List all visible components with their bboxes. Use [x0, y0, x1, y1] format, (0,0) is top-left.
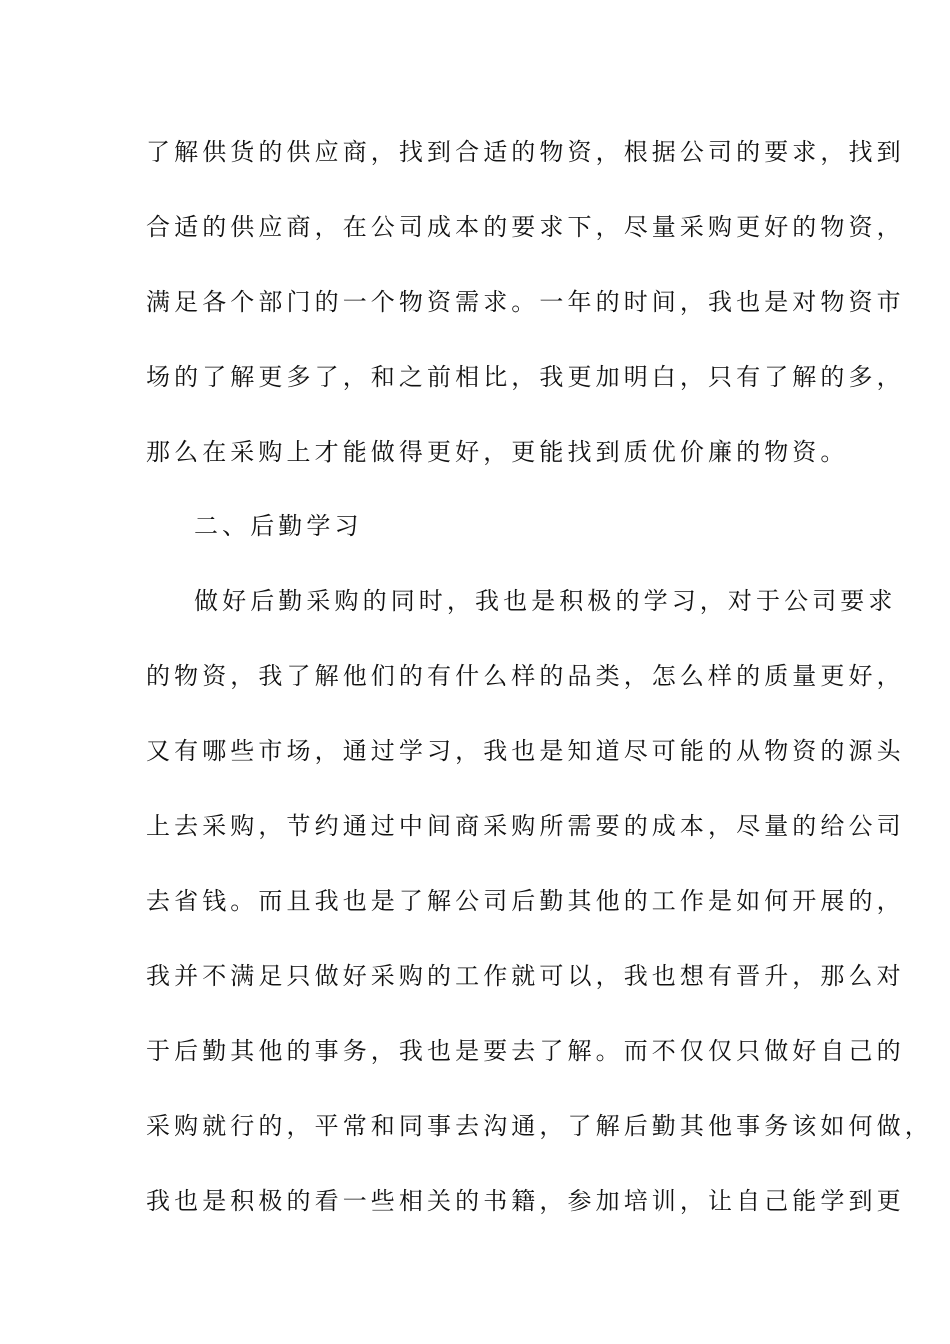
text-line: 采购就行的，平常和同事去沟通，了解后勤其他事务该如何做，: [146, 1112, 933, 1140]
text-line: 场的了解更多了，和之前相比，我更加明白，只有了解的多，: [146, 363, 905, 391]
text-line: 的物资，我了解他们的有什么样的品类，怎么样的质量更好，: [146, 662, 905, 690]
text-line: 又有哪些市场，通过学习，我也是知道尽可能的从物资的源头: [146, 737, 905, 765]
text-line: 我也是积极的看一些相关的书籍，参加培训，让自己能学到更: [146, 1187, 905, 1215]
text-line: 满足各个部门的一个物资需求。一年的时间，我也是对物资市: [146, 288, 905, 316]
section-heading: 二、后勤学习: [194, 512, 363, 540]
text-line: 那么在采购上才能做得更好，更能找到质优价廉的物资。: [146, 438, 849, 466]
text-line: 合适的供应商，在公司成本的要求下，尽量采购更好的物资，: [146, 213, 905, 241]
text-line: 上去采购，节约通过中间商采购所需要的成本，尽量的给公司: [146, 812, 905, 840]
text-line: 我并不满足只做好采购的工作就可以，我也想有晋升，那么对: [146, 962, 905, 990]
text-line: 做好后勤采购的同时，我也是积极的学习，对于公司要求: [194, 587, 897, 615]
text-line: 去省钱。而且我也是了解公司后勤其他的工作是如何开展的，: [146, 887, 905, 915]
text-line: 于后勤其他的事务，我也是要去了解。而不仅仅只做好自己的: [146, 1037, 905, 1065]
text-line: 了解供货的供应商，找到合适的物资，根据公司的要求，找到: [146, 138, 905, 166]
